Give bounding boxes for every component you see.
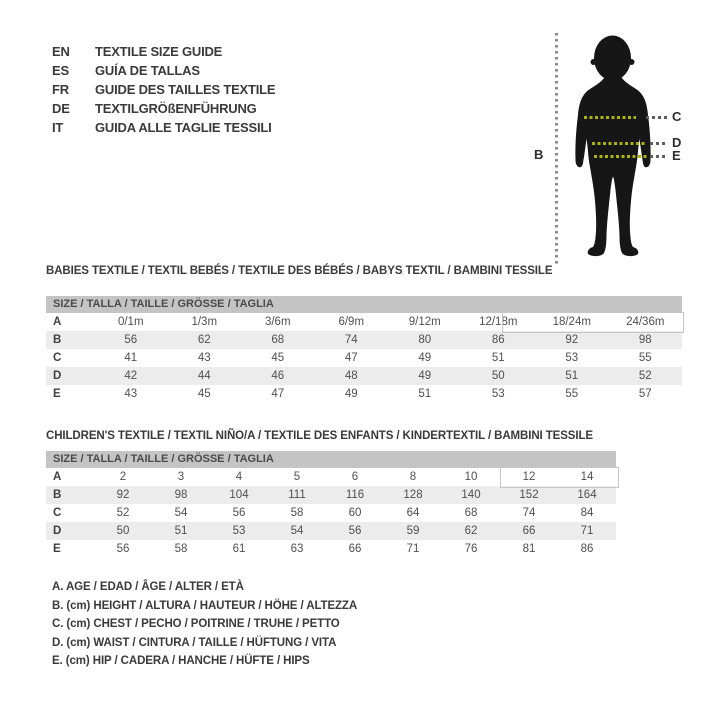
table-cell: 92 <box>565 334 579 346</box>
table-cell: 10 <box>464 471 478 483</box>
table-cell: 54 <box>174 507 188 519</box>
table-cell: 47 <box>344 352 358 364</box>
table-cell: 152 <box>519 489 539 501</box>
table-cell: 61 <box>232 543 246 555</box>
table-cell: 3 <box>177 471 185 483</box>
language-code: FR <box>52 82 69 97</box>
height-measure-label: B <box>534 147 544 162</box>
table-cell: 53 <box>565 352 579 364</box>
table-cell: 43 <box>124 388 138 400</box>
babies-size-header-row: SIZE / TALLA / TAILLE / GRÖSSE / TAGLIA <box>46 296 682 313</box>
table-cell: 24/36m <box>626 316 665 328</box>
table-cell: 42 <box>124 370 138 382</box>
table-cell: 45 <box>271 352 285 364</box>
table-cell: 128 <box>403 489 423 501</box>
table-cell: 71 <box>580 525 594 537</box>
table-cell: 14 <box>580 471 594 483</box>
table-cell: 66 <box>522 525 536 537</box>
language-row <box>52 80 275 99</box>
height-measure-dotted-line <box>555 33 558 267</box>
table-cell: 45 <box>197 388 211 400</box>
table-cell: 66 <box>348 543 362 555</box>
language-label: GUIDE DES TAILLES TEXTILE <box>95 82 276 97</box>
language-list <box>52 42 275 137</box>
table-cell: 43 <box>197 352 211 364</box>
table-cell: 86 <box>491 334 505 346</box>
row-label: B <box>53 489 62 501</box>
table-cell: 12 <box>522 471 536 483</box>
table-cell: 98 <box>638 334 652 346</box>
row-label: E <box>53 388 61 400</box>
table-cell: 49 <box>418 370 432 382</box>
row-label: B <box>53 334 62 346</box>
table-row <box>46 540 616 558</box>
table-cell: 59 <box>406 525 420 537</box>
table-cell: 116 <box>345 489 365 501</box>
table-cell: 50 <box>491 370 505 382</box>
table-row <box>46 504 616 522</box>
language-row <box>52 42 275 61</box>
table-cell: 0/1m <box>117 316 144 328</box>
language-code: ES <box>52 63 69 78</box>
waist-measure-leader-line <box>650 142 668 145</box>
babies-row-highlight-box <box>502 312 684 333</box>
language-code: EN <box>52 44 70 59</box>
table-row <box>46 385 682 403</box>
table-cell: 92 <box>116 489 130 501</box>
table-cell: 104 <box>229 489 249 501</box>
table-cell: 51 <box>174 525 188 537</box>
table-cell: 8 <box>409 471 417 483</box>
table-cell: 3/6m <box>264 316 291 328</box>
table-cell: 2 <box>119 471 127 483</box>
table-cell: 62 <box>197 334 211 346</box>
row-label: C <box>53 507 62 519</box>
table-cell: 74 <box>522 507 536 519</box>
row-label: D <box>53 370 62 382</box>
table-cell: 55 <box>565 388 579 400</box>
table-cell: 80 <box>418 334 432 346</box>
table-cell: 56 <box>232 507 246 519</box>
table-cell: 51 <box>491 352 505 364</box>
language-row <box>52 61 275 80</box>
table-cell: 50 <box>116 525 130 537</box>
table-cell: 56 <box>116 543 130 555</box>
table-cell: 55 <box>638 352 652 364</box>
chest-measure-label: C <box>672 109 682 124</box>
table-row <box>46 367 682 385</box>
language-label: GUIDA ALLE TAGLIE TESSILI <box>95 120 272 135</box>
table-cell: 62 <box>464 525 478 537</box>
table-cell: 60 <box>348 507 362 519</box>
table-cell: 56 <box>124 334 138 346</box>
table-cell: 1/3m <box>191 316 218 328</box>
table-cell: 71 <box>406 543 420 555</box>
table-cell: 164 <box>577 489 597 501</box>
chest-measure-dotted-line <box>584 116 636 119</box>
table-cell: 57 <box>638 388 652 400</box>
row-label: D <box>53 525 62 537</box>
row-label: A <box>53 316 62 328</box>
table-cell: 76 <box>464 543 478 555</box>
table-row <box>46 349 682 367</box>
hip-measure-leader-line <box>650 155 668 158</box>
children-size-header-row: SIZE / TALLA / TAILLE / GRÖSSE / TAGLIA <box>46 451 616 468</box>
table-cell: 6/9m <box>338 316 365 328</box>
table-cell: 74 <box>344 334 358 346</box>
waist-measure-dotted-line <box>592 142 646 145</box>
table-cell: 56 <box>348 525 362 537</box>
table-cell: 46 <box>271 370 285 382</box>
table-row <box>46 486 616 504</box>
table-cell: 6 <box>351 471 359 483</box>
table-cell: 51 <box>565 370 579 382</box>
hip-measure-dotted-line <box>594 155 648 158</box>
table-cell: 44 <box>197 370 211 382</box>
legend-line: B. (cm) HEIGHT / ALTURA / HAUTEUR / HÖHE / ALTEZZA <box>52 599 358 612</box>
table-cell: 81 <box>522 543 536 555</box>
table-cell: 84 <box>580 507 594 519</box>
table-cell: 18/24m <box>552 316 591 328</box>
table-cell: 64 <box>406 507 420 519</box>
babies-table-title: BABIES TEXTILE / TEXTIL BEBÉS / TEXTILE DES BÉBÉS / BABYS TEXTIL / BAMBINI TESSILE <box>46 265 553 277</box>
table-cell: 53 <box>232 525 246 537</box>
table-cell: 58 <box>290 507 304 519</box>
table-cell: 51 <box>418 388 432 400</box>
language-label: TEXTILE SIZE GUIDE <box>95 44 223 59</box>
table-row <box>46 522 616 540</box>
legend-line: C. (cm) CHEST / PECHO / POITRINE / TRUHE / PETTO <box>52 618 340 630</box>
table-cell: 86 <box>580 543 594 555</box>
table-cell: 68 <box>464 507 478 519</box>
table-cell: 49 <box>344 388 358 400</box>
table-cell: 41 <box>124 352 138 364</box>
language-label: GUÍA DE TALLAS <box>95 63 200 78</box>
table-cell: 12/18m <box>479 316 518 328</box>
measurement-legend <box>52 578 357 671</box>
table-row <box>46 331 682 349</box>
legend-line: E. (cm) HIP / CADERA / HANCHE / HÜFTE / HIPS <box>52 655 310 667</box>
language-code: IT <box>52 120 64 135</box>
hip-measure-label: E <box>672 148 681 163</box>
children-table-title: CHILDREN'S TEXTILE / TEXTIL NIÑO/A / TEXTILE DES ENFANTS / KINDERTEXTIL / BAMBINI TESSILE <box>46 430 593 442</box>
table-cell: 140 <box>461 489 481 501</box>
table-cell: 63 <box>290 543 304 555</box>
row-label: A <box>53 471 62 483</box>
table-cell: 4 <box>235 471 243 483</box>
language-row <box>52 118 275 137</box>
table-cell: 52 <box>116 507 130 519</box>
table-cell: 111 <box>288 489 306 501</box>
table-cell: 9/12m <box>408 316 441 328</box>
chest-measure-leader-line <box>646 116 668 119</box>
table-cell: 48 <box>344 370 358 382</box>
waist-measure-label: D <box>672 135 682 150</box>
language-code: DE <box>52 101 70 116</box>
children-row-highlight-box <box>500 467 619 488</box>
row-label: E <box>53 543 61 555</box>
table-cell: 98 <box>174 489 188 501</box>
language-row <box>52 99 275 118</box>
table-cell: 5 <box>293 471 301 483</box>
language-label: TEXTILGRÖßENFÜHRUNG <box>95 101 257 116</box>
table-cell: 49 <box>418 352 432 364</box>
child-silhouette <box>565 25 675 270</box>
table-cell: 53 <box>491 388 505 400</box>
row-label: C <box>53 352 62 364</box>
table-cell: 54 <box>290 525 304 537</box>
table-cell: 68 <box>271 334 285 346</box>
legend-line: D. (cm) WAIST / CINTURA / TAILLE / HÜFTUNG / VITA <box>52 636 337 649</box>
legend-line: A. AGE / EDAD / ÂGE / ALTER / ETÀ <box>52 581 244 593</box>
table-cell: 58 <box>174 543 188 555</box>
table-cell: 47 <box>271 388 285 400</box>
table-cell: 52 <box>638 370 652 382</box>
